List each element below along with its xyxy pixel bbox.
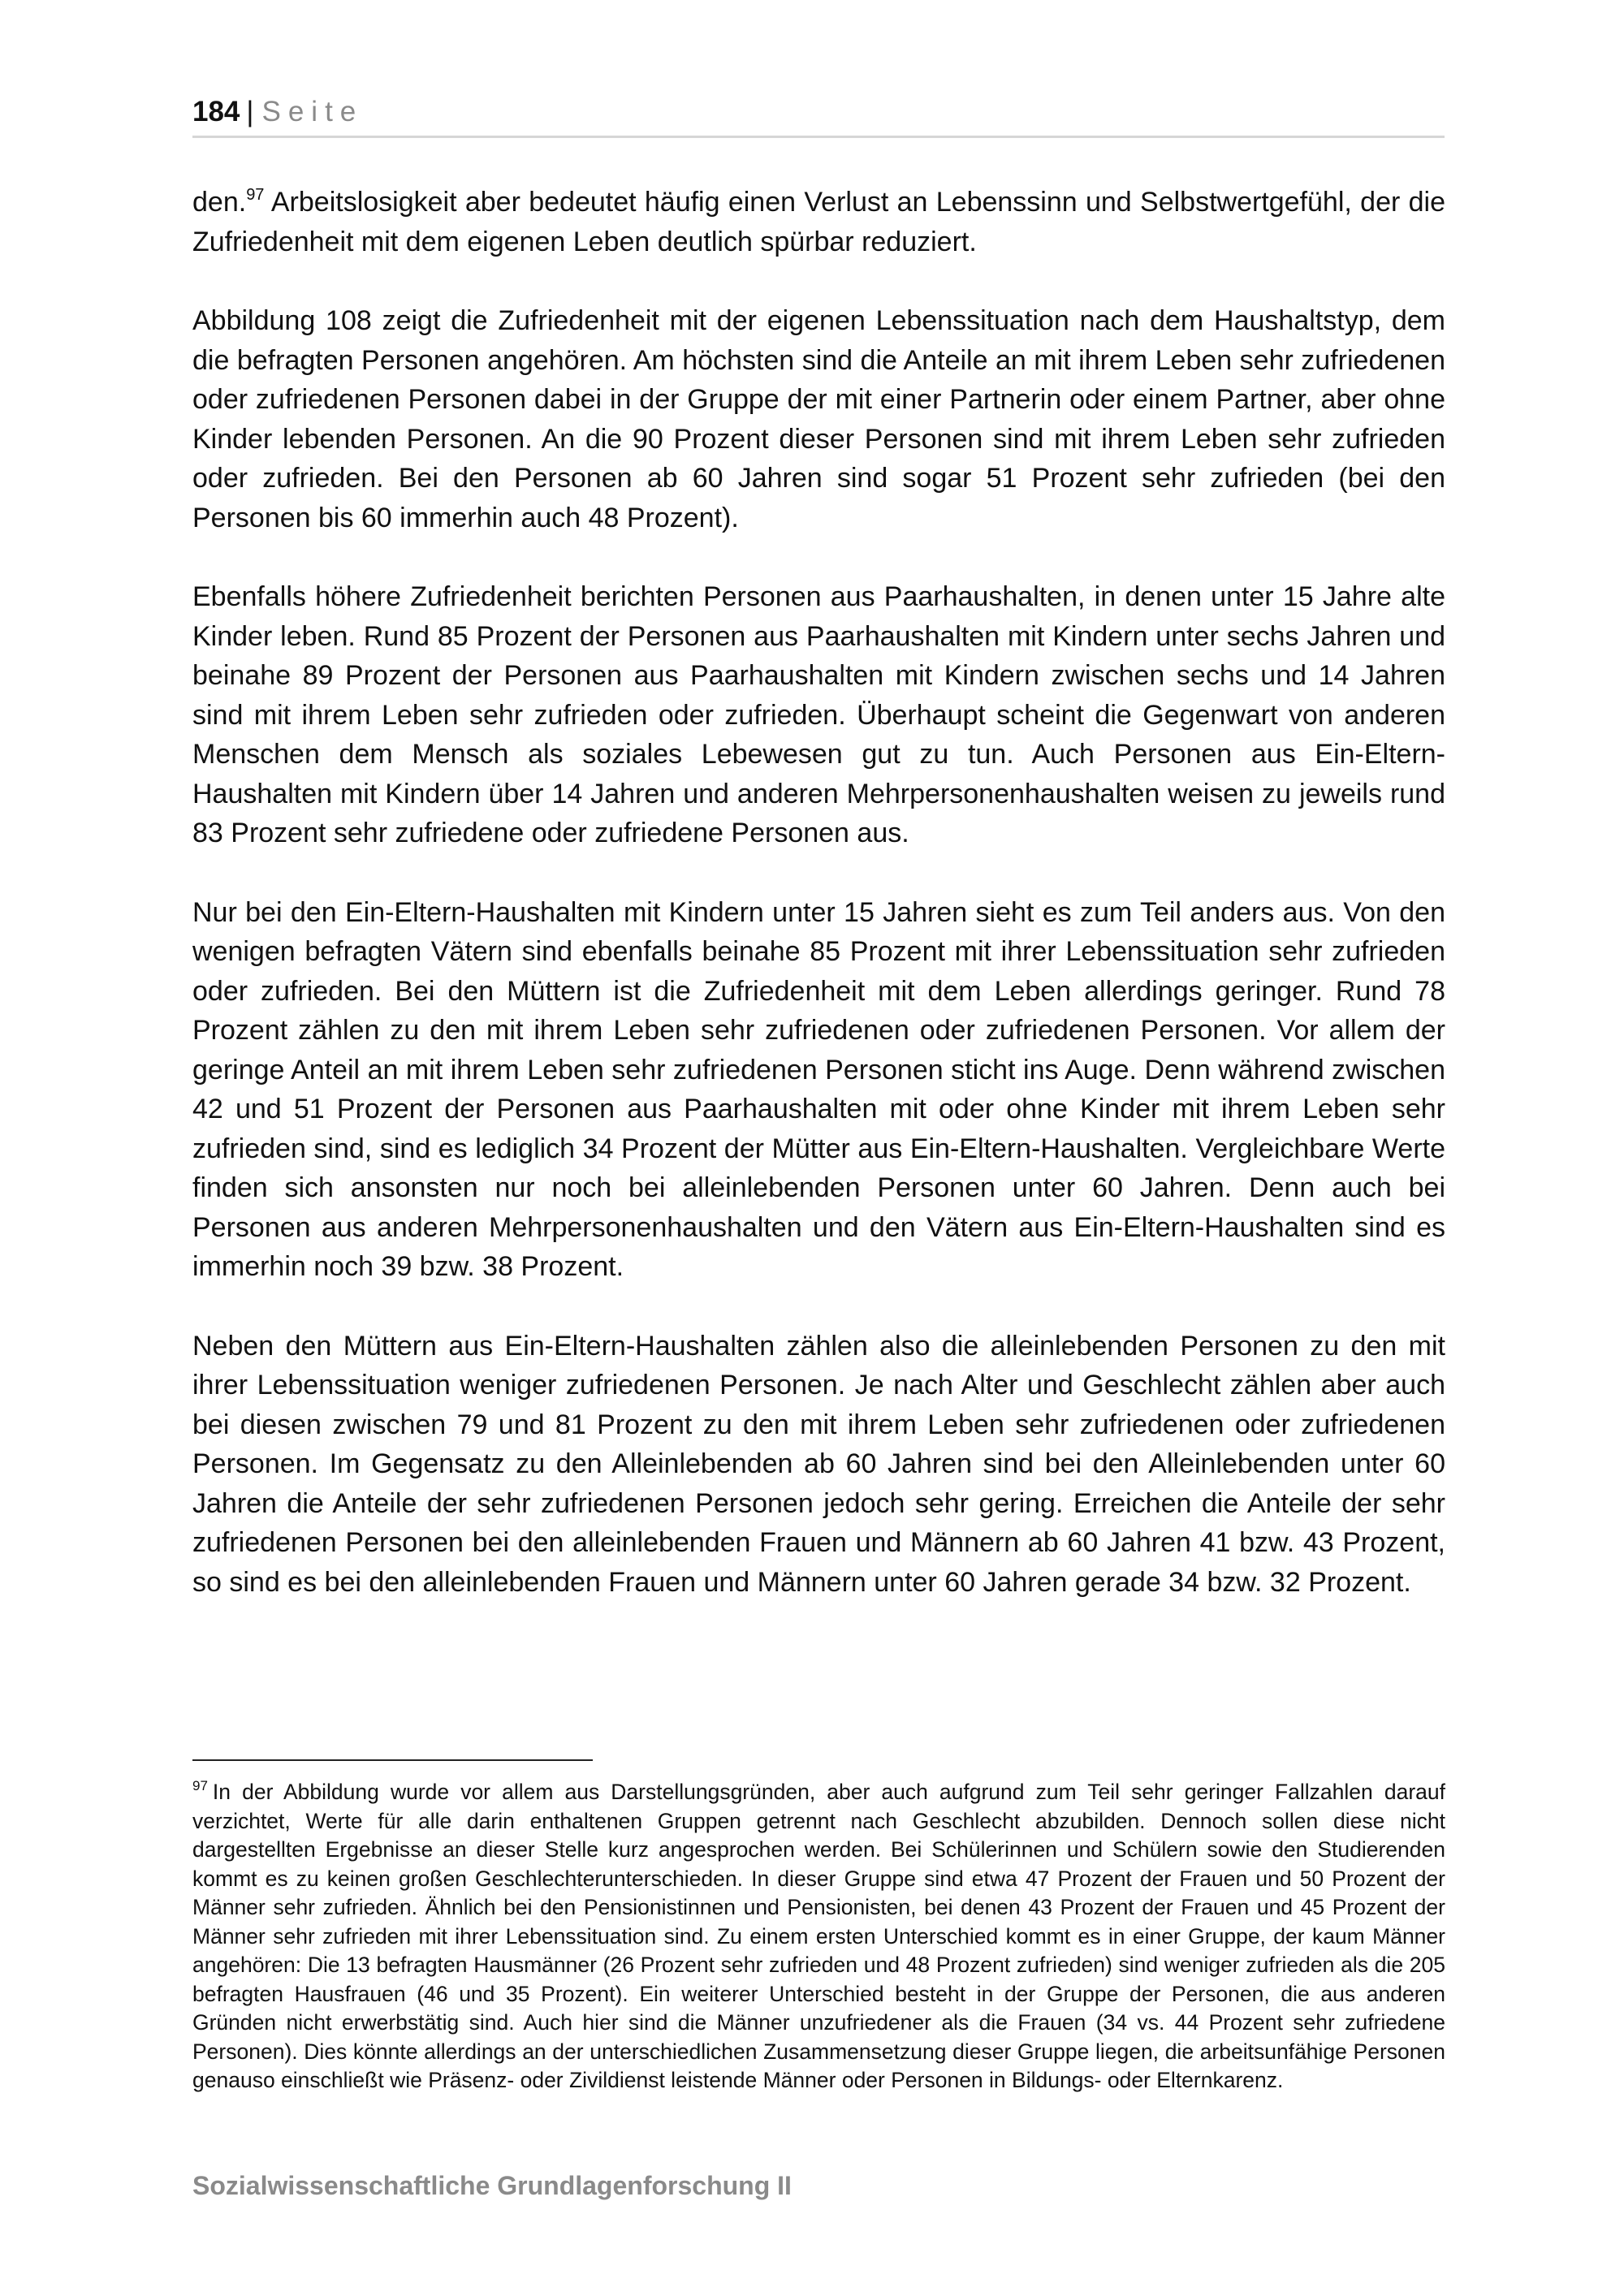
- paragraph-3: Ebenfalls höhere Zufriedenheit berichten Personen aus Paarhaushalten, in denen unter 15 Jahre alte Kinder leben. Rund 85 Prozent der Personen aus Paarhaushalten mit Kindern unter sechs Jahren und beinahe 89 Prozent der Personen aus Paarhaushalten mit Kindern zwischen sechs und 14 Jahren sind mit ihrem Leben sehr zufrieden oder zufrieden. Überhaupt scheint die Gegenwart von anderen Menschen dem Mensch als soziales Lebewesen gut zu tun. Auch Personen aus Ein-Eltern-Haushalten mit Kindern über 14 Jahren und anderen Mehrpersonenhaushalten weisen zu jeweils rund 83 Prozent sehr zufriedene oder zufriedene Personen aus.: [192, 581, 1445, 848]
- header-rule: [192, 136, 1445, 138]
- page-header: [192, 91, 1445, 138]
- paragraph-lead: den.: [192, 187, 247, 218]
- paragraph-text: Arbeitslosigkeit aber bedeutet häufig einen Verlust an Lebenssinn und Selbstwertgefühl, der die Zufriedenheit mit dem eigenen Leben deutlich spürbar reduziert.: [192, 187, 1445, 257]
- body-text: [192, 183, 1445, 1642]
- page-label: Seite: [261, 96, 364, 127]
- running-head: [192, 91, 1445, 133]
- footnote-reference[interactable]: 97: [246, 186, 265, 204]
- paragraph-4: Nur bei den Ein-Eltern-Haushalten mit Kindern unter 15 Jahren sieht es zum Teil anders aus. Von den wenigen befragten Vätern sind ebenfalls beinahe 85 Prozent mit ihrer Lebenssituation sehr zufrieden oder zufrieden. Bei den Müttern ist die Zufriedenheit mit dem Leben allerdings geringer. Rund 78 Prozent zählen zu den mit ihrem Leben sehr zufriedenen oder zufriedenen Personen. Vor allem der geringe Anteil an mit ihrem Leben sehr zufriedenen Personen sticht ins Auge. Denn während zwischen 42 und 51 Prozent der Personen aus Paarhaushalten mit oder ohne Kinder mit ihrem Leben sehr zufrieden sind, sind es lediglich 34 Prozent der Mütter aus Ein-Eltern-Haushalten. Vergleichbare Werte finden sich ansonsten nur noch bei alleinlebenden Personen unter 60 Jahren. Denn auch bei Personen aus anderen Mehrpersonenhaushalten und den Vätern aus Ein-Eltern-Haushalten sind es immerhin noch 39 bzw. 38 Prozent.: [192, 896, 1445, 1282]
- footnote-number: 97: [192, 1778, 208, 1793]
- header-separator: |: [246, 96, 254, 127]
- paragraph-5: Neben den Müttern aus Ein-Eltern-Haushalten zählen also die alleinlebenden Personen zu den mit ihrer Lebenssituation weniger zufriedenen Personen. Je nach Alter und Geschlecht zählen aber auch bei diesen zwischen 79 und 81 Prozent zu den mit ihrem Leben sehr zufriedenen oder zufriedenen Personen. Im Gegensatz zu den Alleinlebenden ab 60 Jahren sind bei den Alleinlebenden unter 60 Jahren die Anteile der sehr zufriedenen Personen jedoch sehr gering. Erreichen die Anteile der sehr zufriedenen Personen bei den alleinlebenden Frauen und Männern ab 60 Jahren 41 bzw. 43 Prozent, so sind es bei den alleinlebenden Frauen und Männern unter 60 Jahren gerade 34 bzw. 32 Prozent.: [192, 1330, 1445, 1598]
- footnote-97: [192, 1778, 1445, 2095]
- footnote-divider: [192, 1759, 593, 1761]
- footnote-text: In der Abbildung wurde vor allem aus Darstellungsgründen, aber auch aufgrund zum Teil sehr geringer Fallzahlen darauf verzichtet, Werte für alle darin enthaltenen Gruppen getrennt nach Geschlecht abzubilden. Dennoch sollen diese nicht dargestellten Ergebnisse an dieser Stelle kurz angesprochen werden. Bei Schülerinnen und Schülern sowie den Studierenden kommt es zu keinen großen Geschlechterunterschieden. In dieser Gruppe sind etwa 47 Prozent der Frauen und 50 Prozent der Männer sehr zufrieden. Ähnlich bei den Pensionistinnen und Pensionisten, bei denen 43 Prozent der Frauen und 45 Prozent der Männer sehr zufrieden mit ihrer Lebenssituation sind. Zu einem ersten Unterschied kommt es in einer Gruppe, der kaum Männer angehören: Die 13 befragten Hausmänner (26 Prozent sehr zufrieden und 48 Prozent zufrieden) sind weniger zufrieden als die 205 befragten Hausfrauen (46 und 35 Prozent). Ein weiterer Unterschied besteht in der Gruppe der Personen, die aus anderen Gründen nicht erwerbstätig sind. Auch hier sind die Männer unzufriedener als die Frauen (34 vs. 44 Prozent sehr zufriedene Personen). Dies könnte allerdings an der unterschiedlichen Zusammensetzung dieser Gruppe liegen, die arbeitsunfähige Personen genauso einschließt wie Präsenz- oder Zivildienst leistende Männer oder Personen in Bildungs- oder Elternkarenz.: [192, 1780, 1445, 2092]
- page-number: 184: [192, 96, 240, 127]
- paragraph-2: Abbildung 108 zeigt die Zufriedenheit mit der eigenen Lebenssituation nach dem Haushaltstyp, dem die befragten Personen angehören. Am höchsten sind die Anteile an mit ihrem Leben sehr zufriedenen oder zufriedenen Personen dabei in der Gruppe der mit einer Partnerin oder einem Partner, aber ohne Kinder lebenden Personen. An die 90 Prozent dieser Personen sind mit ihrem Leben sehr zufrieden oder zufrieden. Bei den Personen ab 60 Jahren sind sogar 51 Prozent sehr zufrieden (bei den Personen bis 60 immerhin auch 48 Prozent).: [192, 305, 1445, 533]
- page-footer: Sozialwissenschaftliche Grundlagenforschung II: [192, 2171, 792, 2200]
- paragraph-1: [192, 183, 1445, 261]
- footnotes: [192, 1778, 1445, 2095]
